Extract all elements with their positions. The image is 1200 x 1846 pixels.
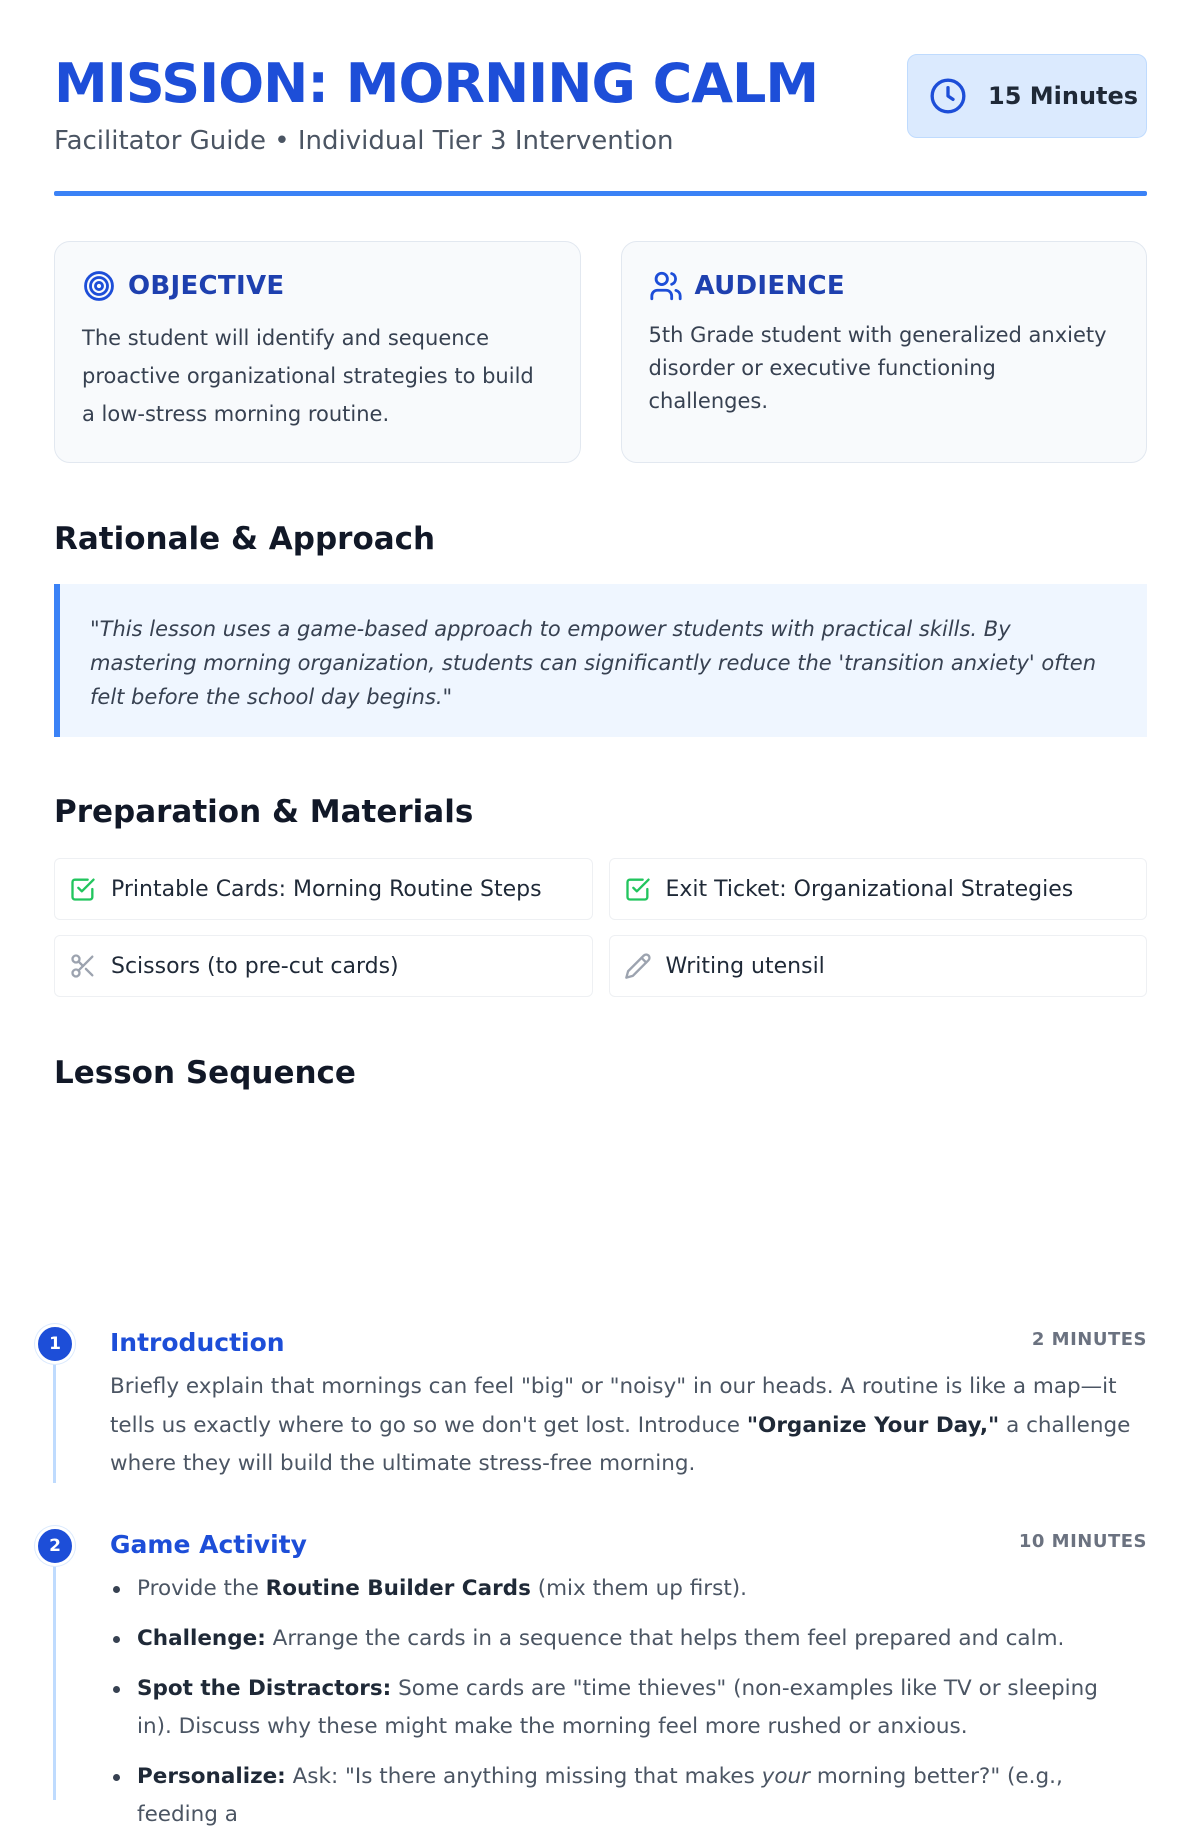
timeline-line xyxy=(53,1363,56,1483)
list-item: Challenge: Arrange the cards in a sequence that helps them feel prepared and calm. xyxy=(110,1620,1137,1658)
users-icon xyxy=(649,269,683,303)
page-title: MISSION: MORNING CALM xyxy=(54,52,819,115)
target-icon xyxy=(82,269,116,303)
objective-text: The student will identify and sequence proactive organizational strategies to build a low-stress morning routine. xyxy=(82,326,534,426)
step-duration: 10 MINUTES xyxy=(1018,1531,1147,1552)
audience-title: AUDIENCE xyxy=(694,271,845,301)
materials-list xyxy=(54,858,1147,997)
clock-icon xyxy=(928,76,968,116)
material-item xyxy=(54,858,593,920)
rationale-quote xyxy=(54,584,1147,737)
materials-heading: Preparation & Materials xyxy=(54,794,474,830)
step-number: 1 xyxy=(35,1324,75,1364)
step-duration: 2 MINUTES xyxy=(1031,1329,1147,1350)
checkbox-icon xyxy=(624,875,652,903)
facilitator-guide xyxy=(49,0,1147,1827)
material-label: Printable Cards: Morning Routine Steps xyxy=(111,876,542,902)
material-label: Exit Ticket: Organizational Strategies xyxy=(665,876,1074,902)
duration-label: 15 Minutes xyxy=(988,82,1139,110)
audience-text: 5th Grade student with generalized anxiety disorder or executive functioning challenges. xyxy=(648,323,1107,413)
list-item: Spot the Distractors: Some cards are "time thieves" (non-examples like TV or sleeping in). Discuss why these might make the morning feel more rushed or anxious. xyxy=(110,1670,1137,1746)
material-item xyxy=(609,935,1148,997)
material-label: Writing utensil xyxy=(665,953,825,979)
page-subtitle: Facilitator Guide • Individual Tier 3 Intervention xyxy=(54,126,674,156)
material-item xyxy=(609,858,1148,920)
step-number: 2 xyxy=(35,1526,75,1566)
sequence-heading: Lesson Sequence xyxy=(54,1055,356,1091)
activity-list xyxy=(110,1570,1137,1846)
objective-title: OBJECTIVE xyxy=(128,271,285,301)
objective-card xyxy=(54,241,581,463)
step-title: Introduction xyxy=(110,1328,285,1357)
pencil-icon xyxy=(624,952,652,980)
timeline-line xyxy=(53,1565,56,1800)
step-description: Briefly explain that mornings can feel "big" or "noisy" in our heads. A routine is like a map—it tells us exactly where to go so we don't get lost. Introduce "Organize Your Day," a challenge where they will build the ultimate stress-free morning. xyxy=(110,1374,1131,1476)
material-label: Scissors (to pre-cut cards) xyxy=(111,953,399,979)
list-item: Provide the Routine Builder Cards (mix them up first). xyxy=(110,1570,1137,1608)
info-cards xyxy=(54,241,1147,463)
material-item xyxy=(54,935,593,997)
duration-badge xyxy=(907,54,1147,138)
rationale-heading: Rationale & Approach xyxy=(54,521,436,557)
checkbox-icon xyxy=(69,875,97,903)
step-title: Game Activity xyxy=(110,1530,307,1559)
page-header xyxy=(54,0,1147,200)
list-item: Personalize: Ask: "Is there anything missing that makes your morning better?" (e.g., feeding a xyxy=(110,1758,1137,1834)
audience-card xyxy=(621,241,1148,463)
rationale-quote-text: "This lesson uses a game-based approach to empower students with practical skills. By mastering morning organization, students can significantly reduce the 'transition anxiety' often felt before the school day begins." xyxy=(90,617,1097,709)
scissors-icon xyxy=(69,952,97,980)
header-divider xyxy=(54,191,1147,196)
